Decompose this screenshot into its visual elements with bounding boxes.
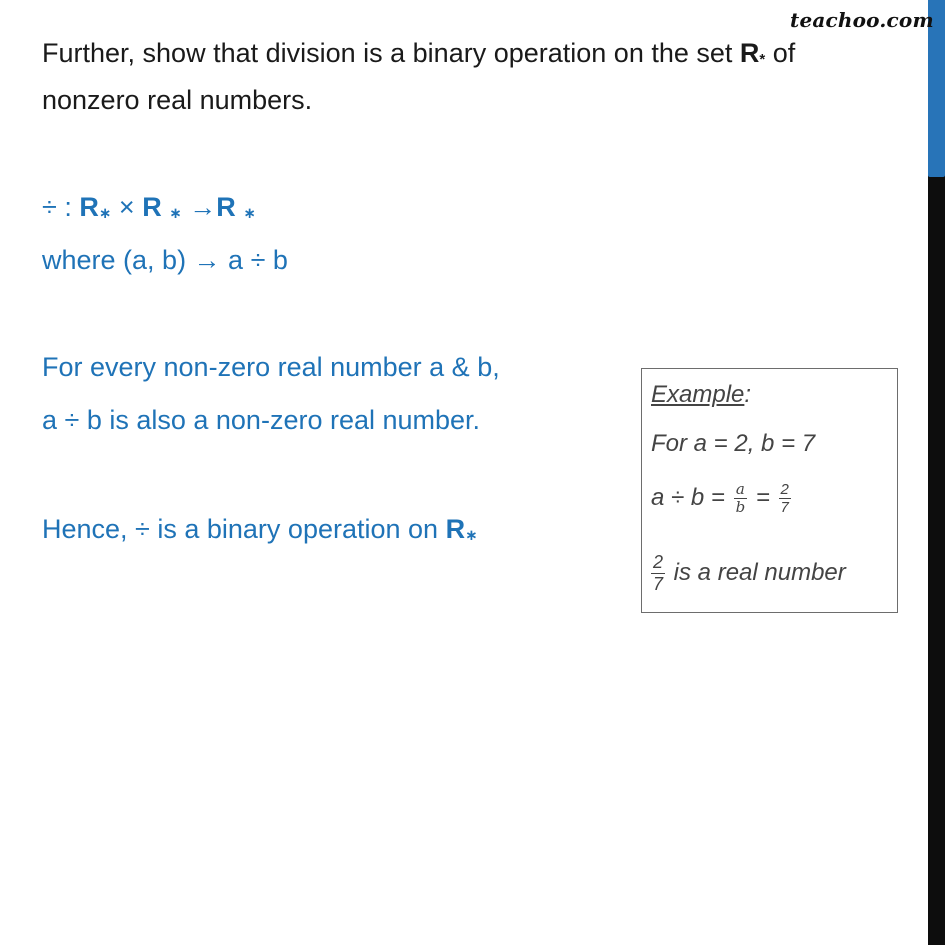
fraction-denominator: b bbox=[735, 498, 746, 516]
fraction-a-over-b bbox=[734, 481, 748, 516]
set-symbol: R bbox=[216, 192, 236, 222]
fraction-numerator: 2 bbox=[780, 481, 789, 498]
fraction-numerator: a bbox=[735, 480, 745, 498]
mapping-line: where (a, b) → a ÷ b bbox=[42, 245, 288, 275]
conclusion-text: is a real number bbox=[667, 558, 846, 586]
set-symbol: R bbox=[142, 192, 162, 222]
example-title-text: Example bbox=[651, 381, 745, 408]
every-line: For every non-zero real number a & b, bbox=[42, 352, 500, 382]
hence-line bbox=[42, 514, 478, 545]
scrollbar[interactable] bbox=[928, 0, 945, 945]
times-symbol: × bbox=[111, 192, 143, 222]
example-conclusion bbox=[651, 552, 846, 595]
example-title-colon: : bbox=[744, 381, 752, 408]
question-text: Further, show that division is a binary operation on the set bbox=[42, 38, 740, 68]
example-title bbox=[651, 381, 751, 409]
set-subscript: ∗ bbox=[98, 205, 112, 222]
set-symbol: R bbox=[445, 514, 466, 544]
fraction-denominator: 7 bbox=[780, 499, 789, 516]
set-subscript: ∗ bbox=[243, 205, 256, 222]
set-subscript: ∗ bbox=[169, 205, 182, 222]
division-symbol: ÷ : bbox=[42, 192, 80, 222]
also-line: a ÷ b is also a non-zero real number. bbox=[42, 405, 481, 435]
example-expression bbox=[651, 481, 793, 516]
fraction-two-sevenths bbox=[779, 481, 791, 516]
fraction-numerator: 2 bbox=[653, 552, 664, 572]
question-line-1 bbox=[42, 38, 795, 69]
set-subscript: ∗ bbox=[465, 527, 478, 544]
equals-symbol: = bbox=[749, 483, 777, 511]
expression-text: a ÷ b = bbox=[651, 483, 732, 511]
operation-definition bbox=[42, 192, 256, 223]
example-values: For a = 2, b = 7 bbox=[651, 430, 816, 457]
set-subscript: * bbox=[759, 51, 766, 68]
question-line-2: nonzero real numbers. bbox=[42, 85, 313, 115]
question-text-end: of bbox=[765, 38, 796, 68]
fraction-two-sevenths bbox=[651, 552, 665, 595]
set-symbol: R bbox=[79, 192, 99, 222]
example-box bbox=[641, 368, 898, 613]
arrow-symbol: → bbox=[181, 192, 217, 222]
fraction-denominator: 7 bbox=[653, 574, 664, 594]
teachoo-logo: teachoo.com bbox=[790, 8, 934, 32]
hence-text: Hence, ÷ is a binary operation on bbox=[42, 514, 446, 544]
set-symbol: R bbox=[739, 38, 760, 68]
